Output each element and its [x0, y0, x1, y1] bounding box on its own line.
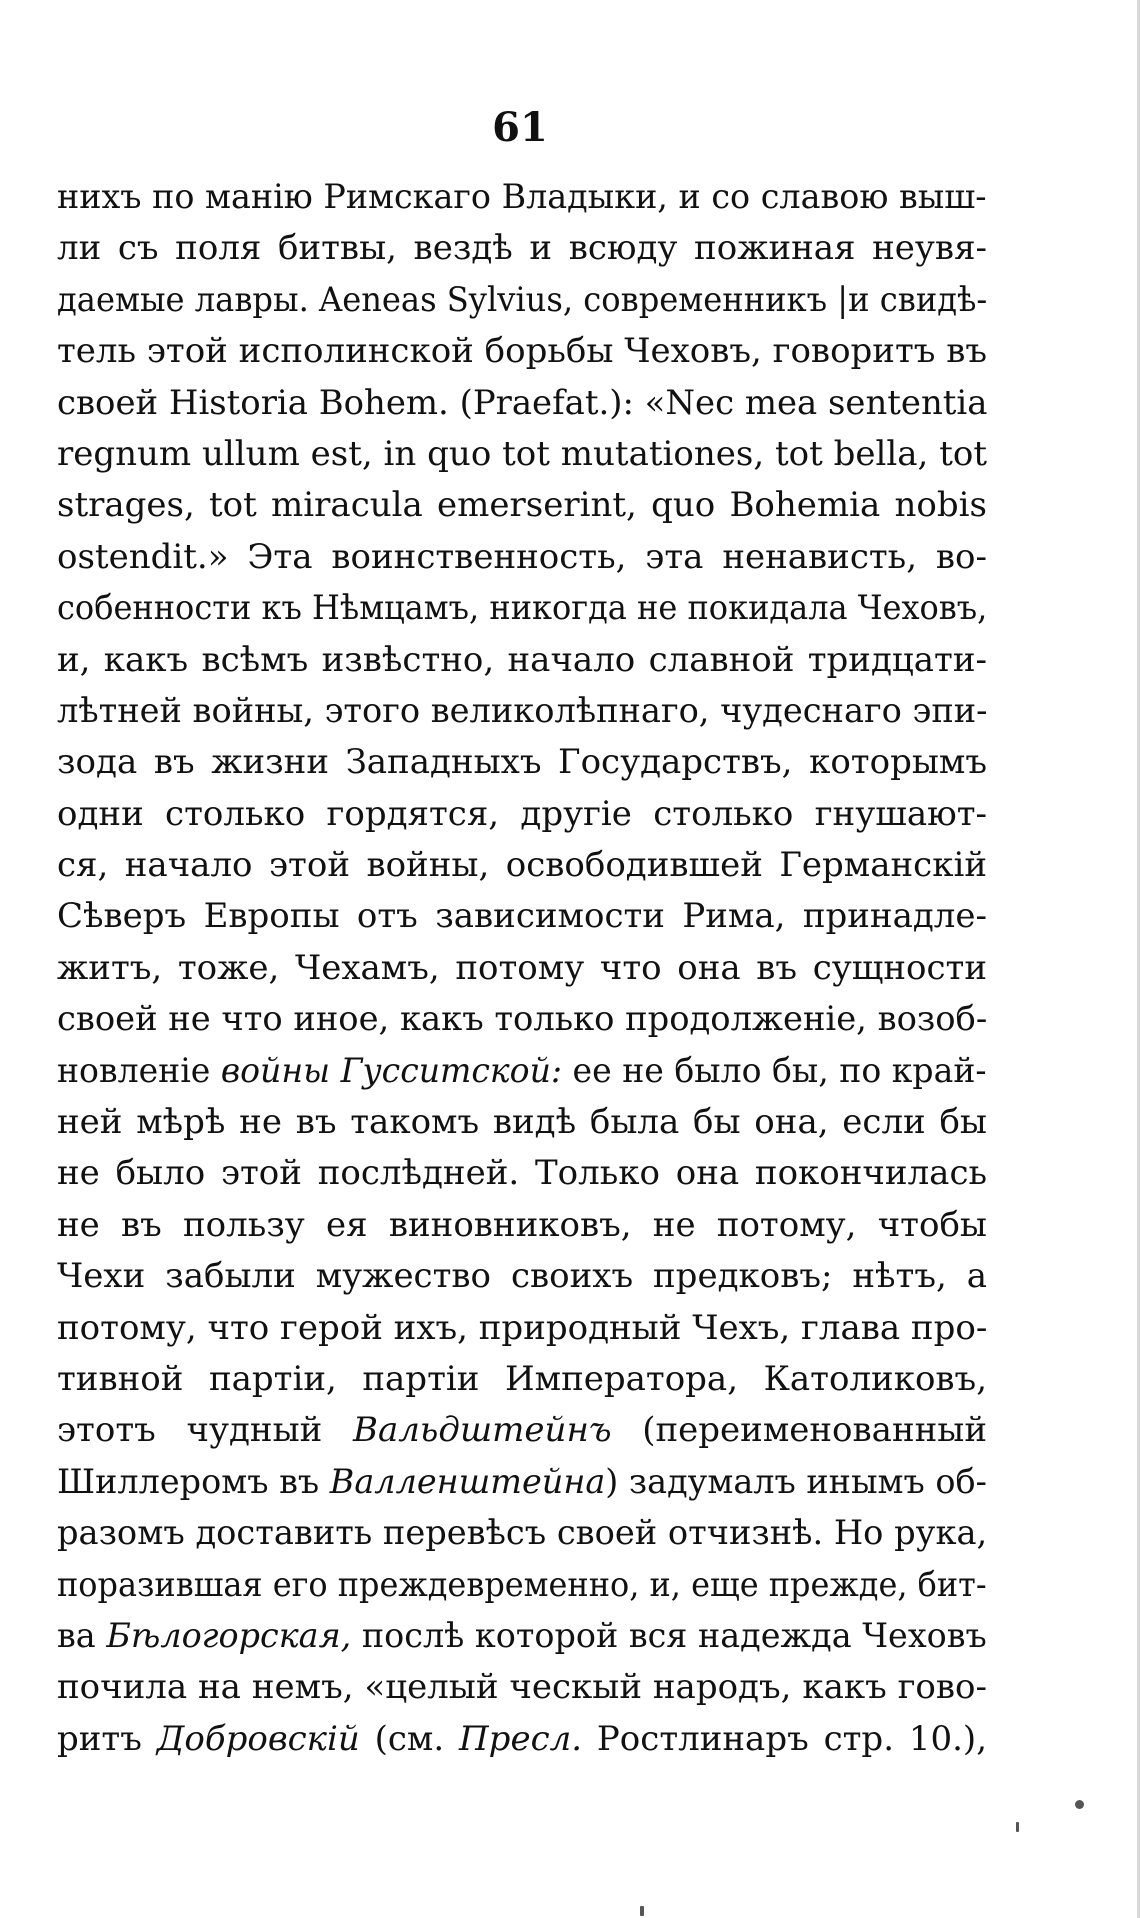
- text-segment: Сѣверъ Европы отъ зависимости Рима, принадле-: [57, 896, 987, 937]
- text-segment: тель этой исполинской борьбы Чеховъ, говоритъ въ: [57, 331, 987, 372]
- text-line: [57, 994, 987, 1045]
- text-segment: новленіе: [57, 1050, 221, 1091]
- text-segment: одни столько гордятся, другіе столько гнушают-: [57, 793, 987, 834]
- text-line: [57, 1046, 987, 1097]
- page-number: 61: [492, 104, 548, 151]
- text-segment: нихъ по манію Римскаго Владыки, и со славою выш-: [57, 177, 987, 217]
- text-segment: ее не было бы, по край-: [562, 1050, 987, 1091]
- italic-segment: Вальдштейнъ: [353, 1410, 612, 1451]
- text-segment: Чехи забыли мужество своихъ предковъ; нѣтъ, а: [57, 1256, 987, 1297]
- text-segment: потому, что герой ихъ, природный Чехъ, глава про-: [57, 1307, 987, 1348]
- text-segment: strages, tot miracula emerserint, quo Bohemia nobis: [57, 485, 987, 526]
- text-line: [57, 480, 987, 531]
- text-segment: ли съ поля битвы, вездѣ и всюду пожиная неувя-: [57, 228, 987, 269]
- text-segment: Шиллеромъ въ: [57, 1461, 330, 1502]
- text-segment: ней мѣрѣ не въ такомъ видѣ была бы она, если бы: [57, 1102, 987, 1143]
- italic-segment: Добровскій: [156, 1718, 360, 1759]
- text-segment: послѣ которой вся надежда Чеховъ: [351, 1615, 987, 1656]
- text-segment: ) задумалъ инымъ об-: [605, 1461, 987, 1502]
- text-segment: лѣтней войны, этого великолѣпнаго, чудеснаго эпи-: [57, 690, 987, 731]
- text-segment: не въ пользу ея виновниковъ, не потому, чтобы: [57, 1204, 987, 1245]
- text-line: [57, 1611, 987, 1662]
- text-segment: своей Historia Bohem. (Praefat.): «Nec mea sententia: [57, 382, 988, 423]
- text-line: [57, 532, 987, 583]
- text-line: [57, 1251, 987, 1302]
- text-segment: ostendit.» Эта воинственность, эта ненависть, во-: [57, 536, 987, 577]
- text-line: [57, 737, 987, 788]
- ink-speck: [1075, 1800, 1084, 1809]
- text-segment: Ростлинаръ стр. 10.),: [582, 1718, 987, 1759]
- text-segment: поразившая его преждевременно, и, еще прежде, бит-: [57, 1564, 987, 1605]
- italic-segment: войны Гусситской:: [220, 1050, 563, 1091]
- text-segment: собенности къ Нѣмцамъ, никогда не покидала Чеховъ,: [57, 588, 988, 629]
- text-line: [57, 1714, 987, 1765]
- text-line: [57, 1560, 987, 1611]
- italic-segment: Бѣлогорская,: [106, 1615, 352, 1656]
- text-line: [57, 172, 987, 223]
- italic-segment: Валленштейна: [329, 1461, 606, 1502]
- text-line: [57, 1200, 987, 1251]
- text-segment: regnum ullum est, in quo tot mutationes, tot bella, tot: [57, 433, 987, 474]
- text-line: [57, 1354, 987, 1405]
- text-segment: ва: [57, 1615, 107, 1656]
- text-line: [57, 1508, 987, 1559]
- text-segment: зода въ жизни Западныхъ Государствъ, которымъ: [57, 742, 987, 783]
- text-segment: житъ, тоже, Чехамъ, потому что она въ сущности: [57, 947, 987, 988]
- ink-speck: [1016, 1822, 1019, 1832]
- text-segment: ритъ: [57, 1718, 157, 1759]
- text-line: [57, 326, 987, 377]
- text-segment: и, какъ всѣмъ извѣстно, начало славной тридцати-: [57, 639, 987, 680]
- text-segment: не было этой послѣдней. Только она покончилась: [57, 1153, 987, 1194]
- text-line: [57, 583, 987, 634]
- text-segment: этотъ чудный: [57, 1410, 354, 1451]
- text-line: [57, 1097, 987, 1148]
- text-line: [57, 1405, 987, 1456]
- text-line: [57, 686, 987, 737]
- text-line: [57, 1303, 987, 1354]
- text-line: [57, 223, 987, 274]
- text-segment: (переименованный: [611, 1410, 987, 1451]
- text-line: [57, 1662, 987, 1713]
- text-line: [57, 943, 987, 994]
- text-line: [57, 1148, 987, 1199]
- text-line: [57, 1457, 987, 1508]
- text-line: [57, 789, 987, 840]
- text-line: [57, 635, 987, 686]
- text-segment: даемые лавры. Aeneas Sylvius, современникъ |и свидѣ-: [57, 279, 987, 320]
- body-text: [57, 172, 987, 1765]
- text-segment: тивной партіи, партіи Императора, Католиковъ,: [57, 1358, 987, 1399]
- text-line: [57, 378, 987, 429]
- text-segment: ся, начало этой войны, освободившей Германскій: [57, 845, 987, 886]
- text-segment: разомъ доставить перевѣсъ своей отчизнѣ. Но рука,: [57, 1513, 988, 1554]
- italic-segment: Пресл.: [459, 1718, 583, 1759]
- text-segment: своей не что иное, какъ только продолженіе, возоб-: [57, 999, 988, 1040]
- text-line: [57, 429, 987, 480]
- text-line: [57, 891, 987, 942]
- ink-speck: [640, 1906, 644, 1916]
- text-segment: почила на немъ, «целый ческый народъ, какъ гово-: [57, 1667, 987, 1708]
- text-line: [57, 275, 987, 326]
- text-line: [57, 840, 987, 891]
- text-segment: (см.: [359, 1718, 460, 1759]
